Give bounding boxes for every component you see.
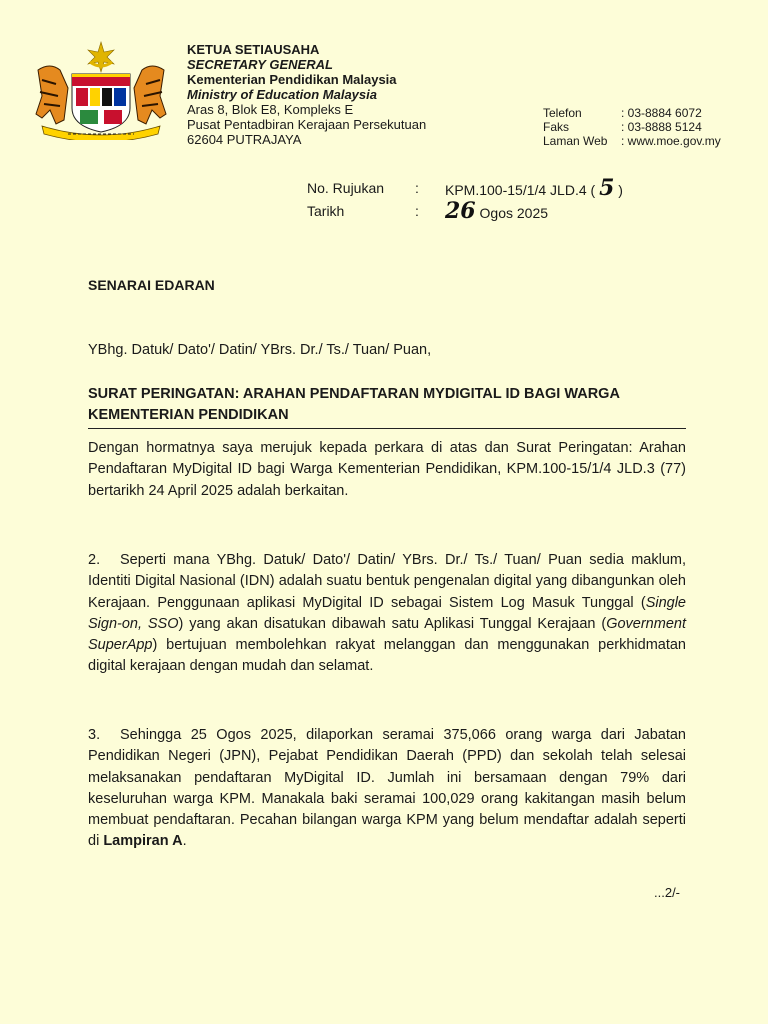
federal-star-icon xyxy=(88,42,114,72)
telephone-label: Telefon xyxy=(543,106,582,120)
recipient-heading: SENARAI EDARAN xyxy=(88,277,215,293)
date-month-year: Ogos 2025 xyxy=(479,205,549,221)
address-line-2: Pusat Pentadbiran Kerajaan Persekutuan xyxy=(187,117,427,132)
paragraph-2-italic-superapp: Government SuperApp xyxy=(88,615,686,654)
date-handwritten-day: 26 xyxy=(445,198,476,224)
date-colon: : xyxy=(415,203,419,219)
fax-value: : 03-8888 5124 xyxy=(621,120,702,134)
reference-block xyxy=(307,175,623,224)
subject-underline xyxy=(88,428,686,429)
date-value-cell xyxy=(445,198,623,224)
paragraph-2-italic-sso: Single Sign-on, SSO xyxy=(88,594,686,632)
reference-label: No. Rujukan xyxy=(307,180,385,196)
reference-handwritten-number: 5 xyxy=(599,175,615,201)
date-label: Tarikh xyxy=(307,203,345,219)
telephone-value: : 03-8884 6072 xyxy=(621,106,702,120)
contact-details xyxy=(543,106,721,148)
shield-icon xyxy=(72,74,130,132)
paragraph-2-text-a: Seperti mana YBhg. Datuk/ Dato'/ Datin/ YBrs. Dr./ Ts./ Tuan/ Puan sedia maklum, Identiti Digital Nasional (IDN) adalah suatu bentuk pengenalan digital yang dibangunkan oleh Kerajaan. Penggunaan aplikasi MyDigital ID sebagai Sistem Log Masuk Tunggal ( xyxy=(88,552,686,611)
paragraph-1: Dengan hormatnya saya merujuk kepada perkara di atas dan Surat Peringatan: Arahan Pendaftaran MyDigital ID bagi Warga Kementerian Pendidikan, KPM.100-15/1/4 JLD.3 (77) bertarikh 24 April 2025 adalah berkaitan. xyxy=(88,440,686,499)
salutation: YBhg. Datuk/ Dato'/ Datin/ YBrs. Dr./ Ts./ Tuan/ Puan, xyxy=(88,342,432,358)
malaysia-coat-of-arms-icon xyxy=(28,40,174,140)
paragraph-2 xyxy=(88,550,686,678)
reference-value: KPM.100-15/1/4 JLD.4 ( xyxy=(445,182,596,198)
ministry-name: Kementerian Pendidikan Malaysia xyxy=(187,72,397,87)
letterhead-address xyxy=(187,42,426,147)
paragraph-3-text: Sehingga 25 Ogos 2025, dilaporkan seramai 375,066 orang warga dari Jabatan Pendidikan Negeri (JPN), Pejabat Pendidikan Daerah (PPD) dan sekolah telah selesai melaksanakan pendaftaran MyDigital ID. Jumlah ini bersamaan dengan 79% dari keseluruhan warga KPM. Manakala baki seramai 100,029 orang kakitangan masih belum membuat pendaftaran. Pecahan bilangan warga KPM yang belum mendaftar adalah seperti di xyxy=(88,727,686,850)
paragraph-3 xyxy=(88,725,686,853)
paragraph-3-end: . xyxy=(182,833,187,850)
letter-subject: SURAT PERINGATAN: ARAHAN PENDAFTARAN MYDIGITAL ID BAGI WARGA KEMENTERIAN PENDIDIKAN xyxy=(88,386,620,423)
paragraph-2-text-c: ) bertujuan membolehkan rakyat melanggan dan menggunakan perkhidmatan digital kerajaan dengan mudah dan selamat. xyxy=(88,637,686,675)
website-label: Laman Web xyxy=(543,134,608,148)
ministry-name-english: Ministry of Education Malaysia xyxy=(187,87,377,102)
left-tiger-icon xyxy=(36,66,68,124)
reference-colon: : xyxy=(415,180,419,196)
office-title-english: SECRETARY GENERAL xyxy=(187,57,333,72)
page-continuation: ...2/- xyxy=(654,885,681,900)
address-line-1: Aras 8, Blok E8, Kompleks E xyxy=(187,102,354,117)
website-value: : www.moe.gov.my xyxy=(621,134,721,148)
right-tiger-icon xyxy=(134,66,166,124)
address-line-3: 62604 PUTRAJAYA xyxy=(187,132,302,147)
fax-label: Faks xyxy=(543,120,570,134)
appendix-reference: Lampiran A xyxy=(103,833,183,850)
paragraph-2-number: 2. xyxy=(88,552,101,568)
office-title: KETUA SETIAUSAHA xyxy=(187,42,320,57)
paragraph-3-number: 3. xyxy=(88,727,101,743)
reference-close: ) xyxy=(618,182,623,198)
paragraph-2-text-b: ) yang akan disatukan dibawah satu Aplikasi Tunggal Kerajaan ( xyxy=(178,615,607,632)
